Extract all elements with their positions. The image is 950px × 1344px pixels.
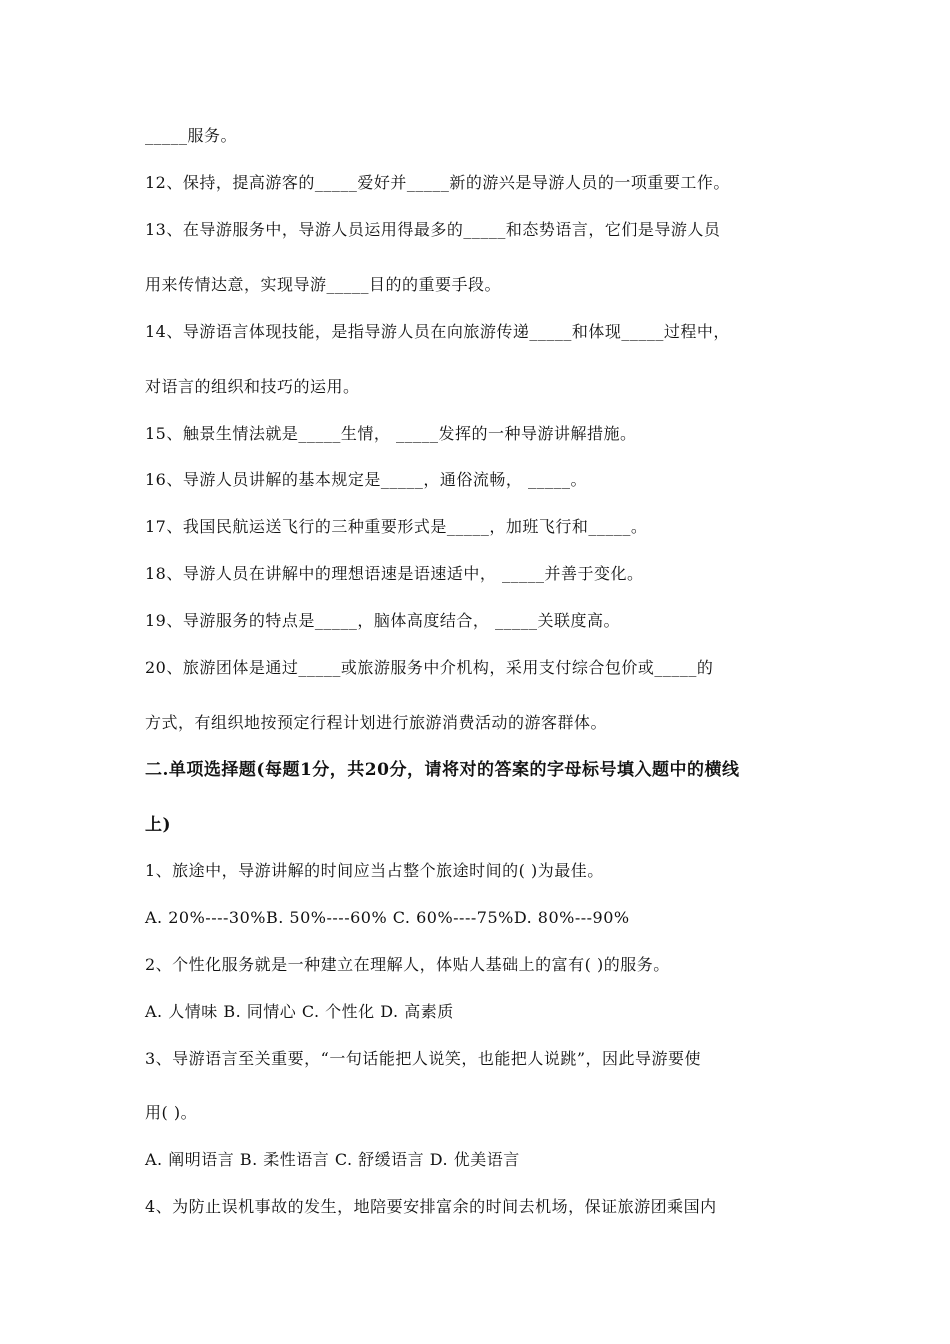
question-19: 19、导游服务的特点是_____，脑体高度结合， _____关联度高。 [145, 611, 620, 630]
mc-question-1: 1、旅途中，导游讲解的时间应当占整个旅途时间的( )为最佳。 [145, 861, 604, 880]
text-line: 用来传情达意，实现导游_____目的的重要手段。 [145, 275, 502, 294]
mc-options-2: A. 人情味 B. 同情心 C. 个性化 D. 高素质 [145, 1002, 454, 1021]
text-line: _____服务。 [145, 126, 238, 145]
section-heading-cont: 上) [145, 815, 172, 835]
question-17: 17、我国民航运送飞行的三种重要形式是_____，加班飞行和_____。 [145, 517, 648, 536]
mc-question-3: 3、导游语言至关重要，“一句话能把人说笑，也能把人说跳”，因此导游要使 [145, 1049, 702, 1068]
text-line: 对语言的组织和技巧的运用。 [145, 377, 360, 396]
section-heading: 二.单项选择题(每题1分，共20分，请将对的答案的字母标号填入题中的横线 [145, 760, 740, 780]
question-15: 15、触景生情法就是_____生情， _____发挥的一种导游讲解措施。 [145, 424, 637, 443]
mc-question-2: 2、个性化服务就是一种建立在理解人，体贴人基础上的富有( )的服务。 [145, 955, 670, 974]
question-14: 14、导游语言体现技能，是指导游人员在向旅游传递_____和体现_____过程中， [145, 322, 730, 341]
text-line: 用( )。 [145, 1103, 198, 1122]
text-line: 方式，有组织地按预定行程计划进行旅游消费活动的游客群体。 [145, 713, 608, 732]
question-16: 16、导游人员讲解的基本规定是_____，通俗流畅， _____。 [145, 470, 587, 489]
question-12: 12、保持，提高游客的_____爱好并_____新的游兴是导游人员的一项重要工作。 [145, 173, 730, 192]
question-18: 18、导游人员在讲解中的理想语速是语速适中， _____并善于变化。 [145, 564, 644, 583]
mc-options-1: A. 20%----30%B. 50%----60% C. 60%----75%D. 80%---90% [145, 908, 630, 927]
mc-question-4: 4、为防止误机事故的发生，地陪要安排富余的时间去机场，保证旅游团乘国内 [145, 1197, 717, 1216]
question-13: 13、在导游服务中，导游人员运用得最多的_____和态势语言，它们是导游人员 [145, 220, 721, 239]
question-20: 20、旅游团体是通过_____或旅游服务中介机构，采用支付综合包价或_____的 [145, 658, 714, 677]
mc-options-3: A. 阐明语言 B. 柔性语言 C. 舒缓语言 D. 优美语言 [145, 1150, 520, 1169]
